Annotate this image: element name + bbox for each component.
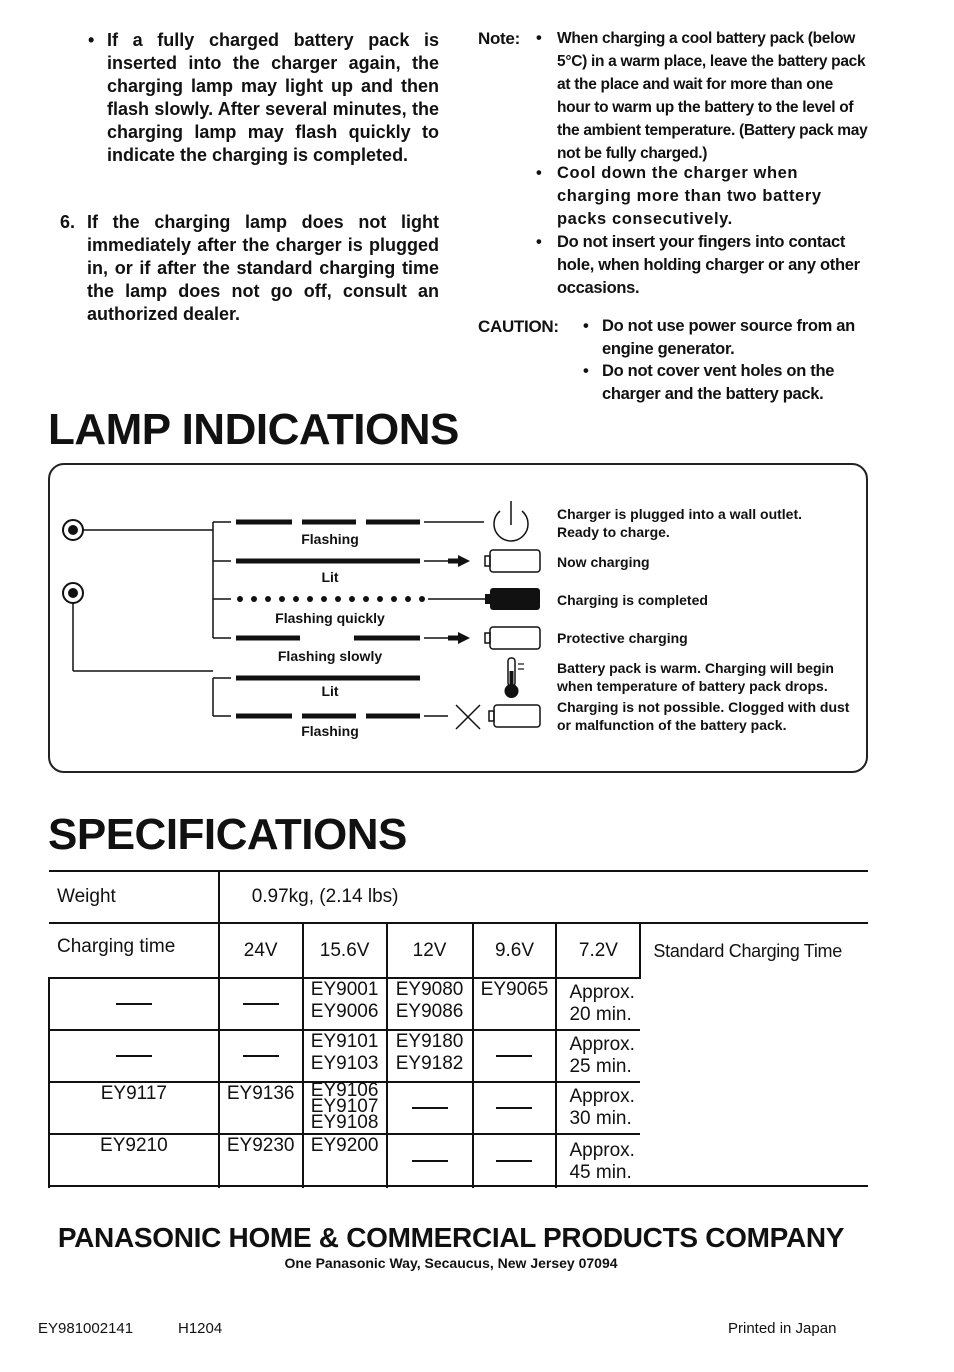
bullet-dot: • <box>88 30 95 50</box>
standard-charging-header: Standard Charging Time <box>640 923 868 978</box>
dash-placeholder <box>412 1160 448 1162</box>
pattern-label-flashing: Flashing <box>301 531 359 547</box>
model-cell: EY9080 EY9086 <box>387 978 473 1030</box>
model-cell <box>219 1030 303 1082</box>
note-cool-charger: Cool down the charger when charging more than two battery packs consecutively. <box>557 164 822 228</box>
model-cell <box>473 1030 557 1082</box>
document-code: EY981002141 <box>38 1320 134 1337</box>
voltage-9-6: 9.6V <box>473 923 557 978</box>
bullet-dot: • <box>583 317 589 335</box>
desc-protective: Protective charging <box>557 630 688 646</box>
model-cell <box>387 1082 473 1134</box>
dash-placeholder <box>116 1003 152 1005</box>
desc-battery-warm: Battery pack is warm. Charging will begin when temperature of battery pack drops. <box>557 660 834 694</box>
dash-placeholder <box>243 1055 279 1057</box>
voltage-24: 24V <box>219 923 303 978</box>
bullet-dot: • <box>536 233 542 251</box>
company-name: PANASONIC HOME & COMMERCIAL PRODUCTS COMPANY <box>57 1222 845 1253</box>
model-cell <box>49 1030 219 1082</box>
charging-header-row <box>49 923 868 978</box>
dash-placeholder <box>496 1160 532 1162</box>
voltage-15-6: 15.6V <box>303 923 387 978</box>
desc-now-charging: Now charging <box>557 554 650 570</box>
caution-vent-holes: Do not cover vent holes on the charger and the battery pack. <box>602 362 835 403</box>
thermometer-icon <box>505 658 525 698</box>
pattern-label-flashing-slowly: Flashing slowly <box>277 648 383 664</box>
charging-lamp-icon <box>63 583 83 603</box>
weight-row <box>49 871 868 923</box>
desc-completed: Charging is completed <box>557 592 708 608</box>
bullet-dot: • <box>583 362 589 380</box>
pattern-label-flashing: Flashing <box>301 723 359 739</box>
model-cell <box>387 1134 473 1188</box>
model-cell: EY9210 <box>49 1134 219 1188</box>
printed-in: Printed in Japan <box>728 1320 837 1337</box>
battery-empty-icon <box>485 550 540 572</box>
pattern-flashing-quickly <box>237 596 425 602</box>
model-cell <box>473 1134 557 1188</box>
caution-label: CAUTION: <box>478 317 559 336</box>
lamp-fail-paragraph: If the charging lamp does not light immediately after the charger is plugged in, or if after the standard charging time the lamp does not go off, consult an authorized dealer. <box>87 212 439 324</box>
pattern-label-lit: Lit <box>321 683 339 699</box>
cross-icon <box>456 705 480 729</box>
spec-row <box>49 1134 868 1188</box>
battery-empty-icon <box>485 627 540 649</box>
desc-not-possible: Charging is not possible. Clogged with dust or malfunction of the battery pack. <box>557 699 850 733</box>
model-cell <box>219 978 303 1030</box>
model-cell: EY9200 <box>303 1134 387 1188</box>
weight-value: 0.97kg, (2.14 lbs) <box>219 871 868 923</box>
dash-placeholder <box>116 1055 152 1057</box>
model-cell: EY9180 EY9182 <box>387 1030 473 1082</box>
model-cell <box>473 1082 557 1134</box>
bullet-dot: • <box>536 164 542 182</box>
item-number-6: 6. <box>60 212 76 232</box>
battery-full-icon <box>485 588 540 610</box>
dash-placeholder <box>496 1107 532 1109</box>
bullet-dot: • <box>536 29 542 47</box>
dash-placeholder <box>412 1107 448 1109</box>
spec-row <box>49 978 868 1030</box>
plug-icon <box>494 501 528 541</box>
voltage-7-2: 7.2V <box>556 923 640 978</box>
note-label: Note: <box>478 29 520 48</box>
weight-label: Weight <box>57 886 116 907</box>
charging-time-label: Charging time <box>57 936 176 957</box>
model-cell <box>49 978 219 1030</box>
lamp-indications-title: LAMP INDICATIONS <box>48 405 459 454</box>
pattern-label-flashing-quickly: Flashing quickly <box>275 610 385 626</box>
model-cell: EY9136 <box>219 1082 303 1134</box>
battery-reinsert-paragraph: If a fully charged battery pack is inserted into the charger again, the charging lamp may light up and then flash slowly. After several minutes, the charging lamp may flash quickly to indicate the charging is completed. <box>107 30 439 165</box>
model-cell: EY9001 EY9006 <box>303 978 387 1030</box>
charging-time-value: Approx. 30 min. <box>556 1082 640 1134</box>
model-cell: EY9101 EY9103 <box>303 1030 387 1082</box>
model-cell: EY9230 <box>219 1134 303 1188</box>
battery-empty-icon <box>489 705 540 727</box>
spec-row <box>49 1082 868 1134</box>
charging-time-value: Approx. 25 min. <box>556 1030 640 1082</box>
desc-ready: Charger is plugged into a wall outlet. Ready to charge. <box>557 506 803 540</box>
spec-row <box>49 1030 868 1082</box>
dash-placeholder <box>243 1003 279 1005</box>
specifications-table <box>48 870 868 1188</box>
pattern-label-lit: Lit <box>321 569 339 585</box>
lamp-indications-panel <box>48 463 868 773</box>
charging-time-value: Approx. 20 min. <box>556 978 640 1030</box>
dash-placeholder <box>496 1055 532 1057</box>
voltage-12: 12V <box>387 923 473 978</box>
charging-time-value: Approx. 45 min. <box>556 1134 640 1188</box>
note-contact-hole: Do not insert your fingers into contact hole, when holding charger or any other occasions. <box>557 233 860 297</box>
revision-code: H1204 <box>178 1320 223 1337</box>
note-cool-battery: When charging a cool battery pack (below 5°C) in a warm place, leave the battery pack at the place and wait for more than one hour to warm up the battery to the level of the ambient temperature. (Battery pack may not be fully charged.) <box>557 30 868 162</box>
model-cell: EY9065 <box>473 978 557 1030</box>
specifications-title: SPECIFICATIONS <box>48 810 407 859</box>
model-cell: EY9106 EY9107 EY9108 <box>303 1082 387 1134</box>
power-lamp-icon <box>63 520 83 540</box>
table-bottom-rule <box>48 1185 868 1187</box>
caution-engine-generator: Do not use power source from an engine generator. <box>602 317 855 358</box>
company-address: One Panasonic Way, Secaucus, New Jersey 07094 <box>284 1255 618 1271</box>
model-cell: EY9117 <box>49 1082 219 1134</box>
